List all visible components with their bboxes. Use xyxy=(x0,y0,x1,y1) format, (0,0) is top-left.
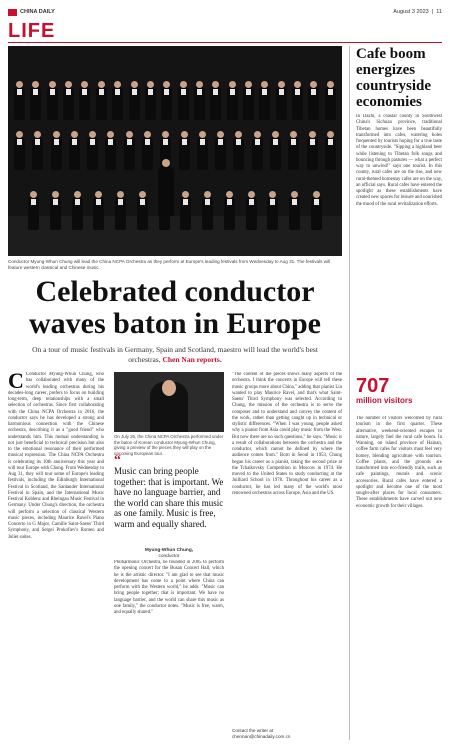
quote-mark-icon: “ xyxy=(114,453,121,468)
contact-email[interactable]: chennan@chinadaily.com.cn xyxy=(232,733,291,739)
pull-quote-text: Music can bring people together: that is important. We have no language barrier, and the world can share this music as one family. Music is free, warm and equally shared. xyxy=(114,466,224,529)
choir-row-back xyxy=(14,86,336,120)
dek xyxy=(30,345,320,364)
header-date-page: August 3 2023 | 11 xyxy=(393,9,442,15)
drop-cap: C xyxy=(8,372,24,393)
article-column-2: Philharmonic Orchestra, he founded in 2005 to perform the opening concert for the Busan Concert Hall, which he is the artistic director. "I am glad to see that music development has come to a point where China can perform with the Western world," he adds. "Music can bring people together; that is important. We have no language barrier, and the world can share this music as one family," the conductor notes. "Music is free, warm, and equally shared." xyxy=(114,560,224,615)
quote-title: conductor xyxy=(158,554,180,559)
article-column-1 xyxy=(8,372,104,740)
byline: Chen Nan reports. xyxy=(162,354,222,364)
stat-text: The number of visitors welcomed by rural tourism in the first quarter. These alternative, weekend-oriented escapes to nature, largely fuel the rural cafe boom. In Wanning, on island province of Hainan, coffee farm cafes for visitors must feel very homey, blending agriculture with tourism. Coffee plants, and the grounds are transformed into eco-friendly trails, such as cafe paintings, murals and scenic accessories. Rural cafes have entered a spotlight and become one of the most sought-after places for local consumers. These establishments have carved out new economic growth for their villages. xyxy=(356,416,442,509)
masthead xyxy=(8,9,55,16)
quote-name: Myung-Whun Chung, xyxy=(144,548,194,553)
stat-number: 707 xyxy=(356,375,390,397)
conductor-photo-caption: On July 26, the China NCPA Orchestra performed under the baton of Korean conductor Myung-Whun Chung, giving a preview of the pieces they will play on the upcoming European tour. xyxy=(114,434,224,456)
quote-attribution xyxy=(114,548,224,560)
conductor-figure xyxy=(158,166,174,216)
sidebar-body: In Dazhi, a coastal county in Southwest China's Sichuan province, traditional Tibetan homes have been beautifully transformed into cafes, watering holes frequented by tourists hoping for a true taste of the countryside. "Sipping a highland beer while listening to Tibetan folk songs and bouncing through pastures — what a perfect way to unwind!" says one tourist. In this county, rural cafes are on the rise, and new rural-themed homestay cafes are on the way, an official says. Rural cafes have entered the spotlight as these establishments have created new spaces for leisure and nourished the mood of the rural revitalization efforts. xyxy=(356,114,442,207)
pull-quote xyxy=(114,453,224,529)
dek-text: On a tour of music festivals in Germany, Spain and Scotland, maestro will lead the world's best orchestras, xyxy=(32,345,318,364)
main-photo-caption: Conductor Myung-Whun Chung will lead the China NCPA Orchestra as they perform at Europe's leading festivals from Wednesday to Aug 31. The festivals will feature western classical and Chinese music. xyxy=(8,259,331,270)
conductor-portrait xyxy=(150,382,188,432)
contact-info xyxy=(232,728,342,739)
conductor-photo xyxy=(114,372,224,432)
headline: Celebrated conductor waves baton in Europe xyxy=(28,275,321,340)
brand-name: CHINA DAILY xyxy=(20,9,55,15)
sidebar-headline: Cafe boom energizes countryside economies xyxy=(356,46,431,110)
page-number: 11 xyxy=(436,9,442,15)
section-title: LIFE xyxy=(8,20,56,42)
column-1-text: Conductor Myung-Whun Chung, who has collaborated with many of the world's leading orchestras during his decades-long career, prefers to focus on building long-term, deep relationships with a small selection of orchestras. Since first collaborating with the China NCPA Orchestra in 2016, the conductor says he has developed a strong and harmonious connection with the Chinese orchestra, describing it as a "good friend" who understands him. This mutual understanding is not just beneficial to technical precision but also to the emotional resonance of their performed musical expression. The China NCPA Orchestra is celebrating its 10th anniversary this year and will tour Europe with Chung. From Wednesday to Aug 31, they will tour some of Europe's leading festivals, including the Edinburgh International Festival in Scotland, the Santander International Festival in Spain, and the International Music Festival Koblenz and Rheingau Music Festival in Germany. Under Chung's direction, the orchestra will perform a selection of classical Western music pieces, including Maurice Ravel's Piano Concerto in G Major, Camille Saint-Saens' Third Symphony, and Sergei Prokofiev's Romeo and Juliet suites. xyxy=(8,372,104,540)
choir-row-middle xyxy=(14,136,336,170)
article-column-3: "The content of the pieces shows many aspects of the orchestra. I think the concerts in Europe will tell these music groups more about China," adding that pianist Liu wanted to play Maurice Ravel, and that's what Saint-Saens' Third Symphony was selected. According to Chung, the mission of the orchestra is to serve the composer and to understand and convey the content of the work, rather than getting caught up in technical or stylistic differences. "When I was young, people asked why a pianist from Asia could play music from the West. But now there are no such questions," he says. "Music is a result of collaborations between the orchestra and the conductor, which cannot be defined by where the audience comes from." Born in Seoul in 1953, Chung began his career as a pianist, taking the second prize at the Tchaikovsky Competition in Moscow in 1974. He moved to the United States to study conducting at the Juilliard School in 1978. Throughout his career as a conductor, he has led many of the world's most renowned orchestras across Europe, Asia and the US. xyxy=(232,372,342,496)
orchestra-row-front xyxy=(28,196,322,230)
stat-label: million visitors xyxy=(356,396,413,405)
section-rule xyxy=(8,42,442,43)
page-header xyxy=(8,6,442,18)
china-daily-logo-icon xyxy=(8,9,17,16)
orchestra-photo xyxy=(8,46,342,256)
issue-date: August 3 2023 xyxy=(393,9,429,15)
contact-label: Contact the writer at xyxy=(232,728,274,733)
sidebar-divider xyxy=(349,46,350,740)
